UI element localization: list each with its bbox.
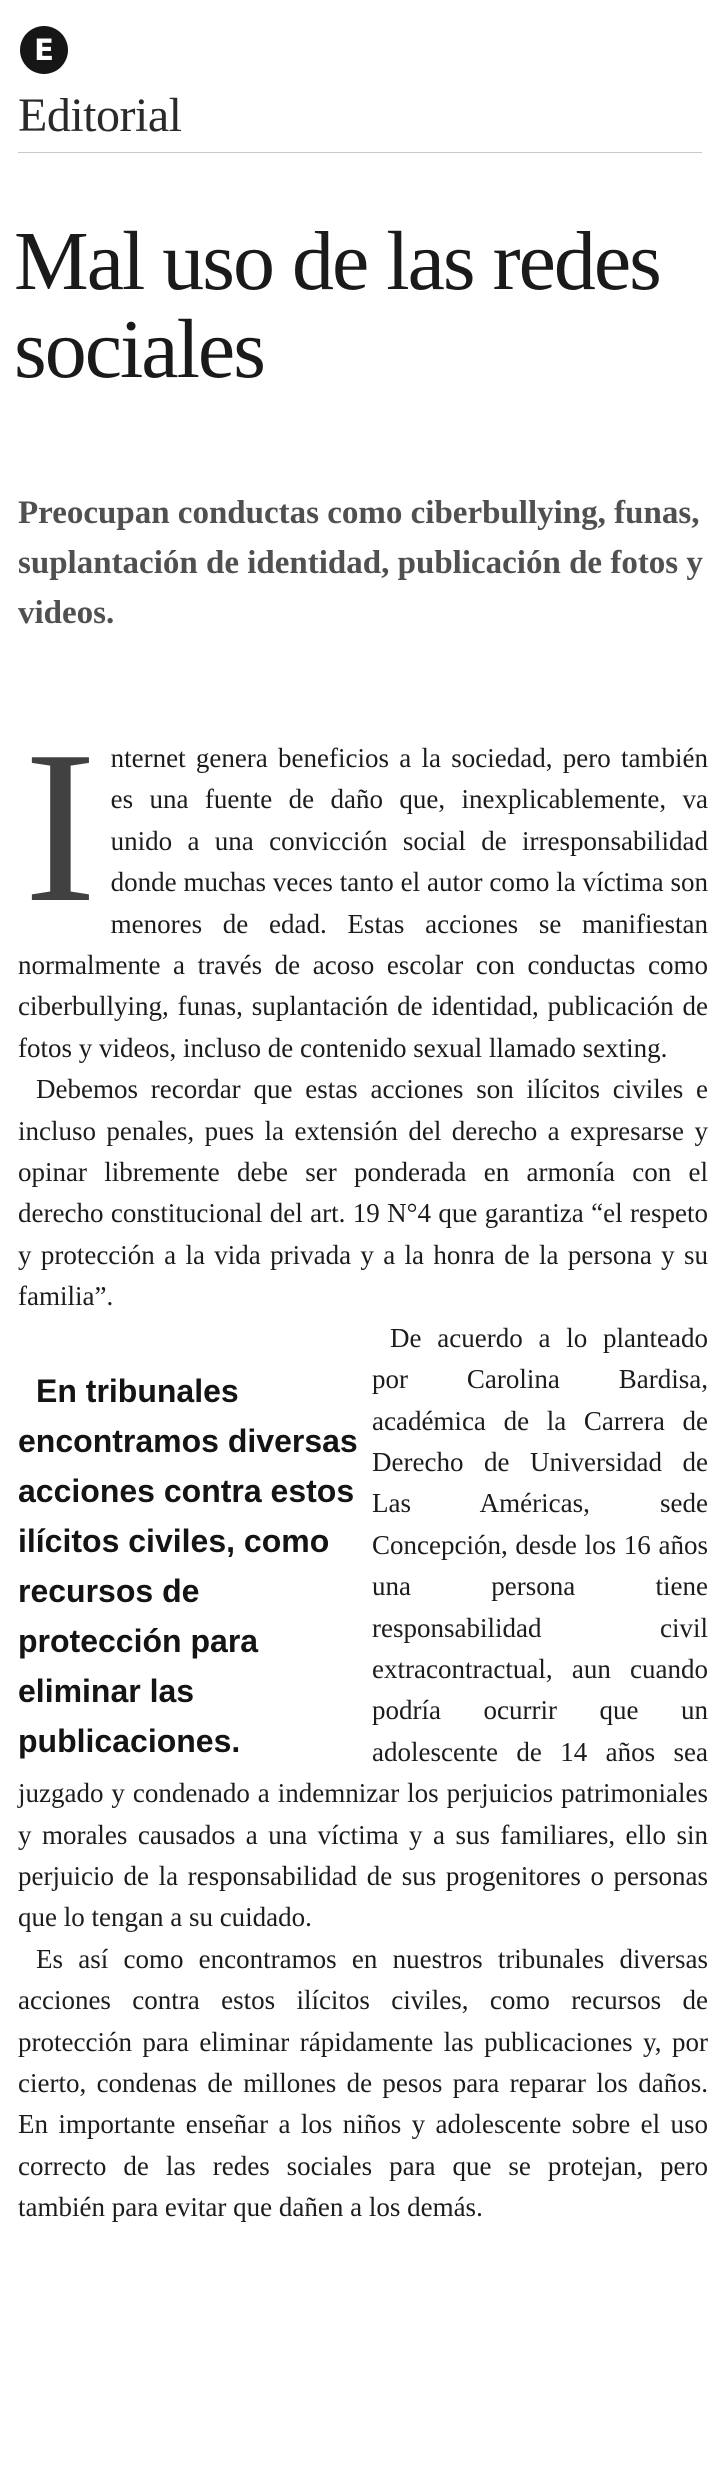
paragraph-3-text: De acuerdo a lo planteado por Carolina Bardisa, académica de la Carrera de Derecho de Universidad de Las Américas, sede Concepción, desde los 16 años una persona tiene responsabilidad civil extracontractual, aun cuando podría ocurrir que un adolescente de 14 años sea juzgado y condenado a indemnizar los perjuicios patrimoniales y morales causados a una víctima y a sus familiares, ello sin perjuicio de la responsabilidad de sus progenitores o personas que lo tengan a su cuidado. xyxy=(18,1322,708,1933)
subheadline: Preocupan conductas como ciberbullying, funas, suplantación de identidad, publicación de fotos y videos. xyxy=(18,495,703,631)
pullquote: En tribunales encontramos diversas acciones contra estos ilícitos civiles, como recursos de protección para eliminar las publicaciones. xyxy=(18,1372,358,1759)
article-body xyxy=(18,707,708,2229)
section-label: Editorial xyxy=(18,89,182,142)
paragraph-4: Es así como encontramos en nuestros tribunales diversas acciones contra estos ilícitos civiles, como recursos de protección para eliminar rápidamente las publicaciones y, por cierto, condenas de millones de pesos para reparar los daños. En importante enseñar a los niños y adolescente sobre el uso correcto de las redes sociales para que se protejan, pero también para evitar que dañen a los demás. xyxy=(18,1943,708,2223)
section-divider xyxy=(18,152,702,153)
paragraph-1: nternet genera beneficios a la sociedad, pero también es una fuente de daño que, inexplicablemente, va unido a una convicción social de irresponsabilidad donde muchas veces tanto el autor como la víctima son menores de edad. Estas acciones se manifiestan normalmente a través de acoso escolar con conductas como ciberbullying, funas, suplantación de identidad, publicación de fotos y videos, incluso de contenido sexual llamado sexting. xyxy=(18,743,708,1063)
editorial-badge-icon: E xyxy=(20,26,68,74)
headline: Mal uso de las redes sociales xyxy=(14,215,660,396)
paragraph-3 xyxy=(18,1318,708,1939)
drop-cap: I xyxy=(24,707,97,948)
paragraph-2: Debemos recordar que estas acciones son ilícitos civiles e incluso penales, pues la extensión del derecho a expresarse y opinar libremente debe ser ponderada en armonía con el derecho constitucional del art. 19 N°4 que garantiza “el respeto y protección a la vida privada y a la honra de la persona y su familia”. xyxy=(18,1074,708,1312)
